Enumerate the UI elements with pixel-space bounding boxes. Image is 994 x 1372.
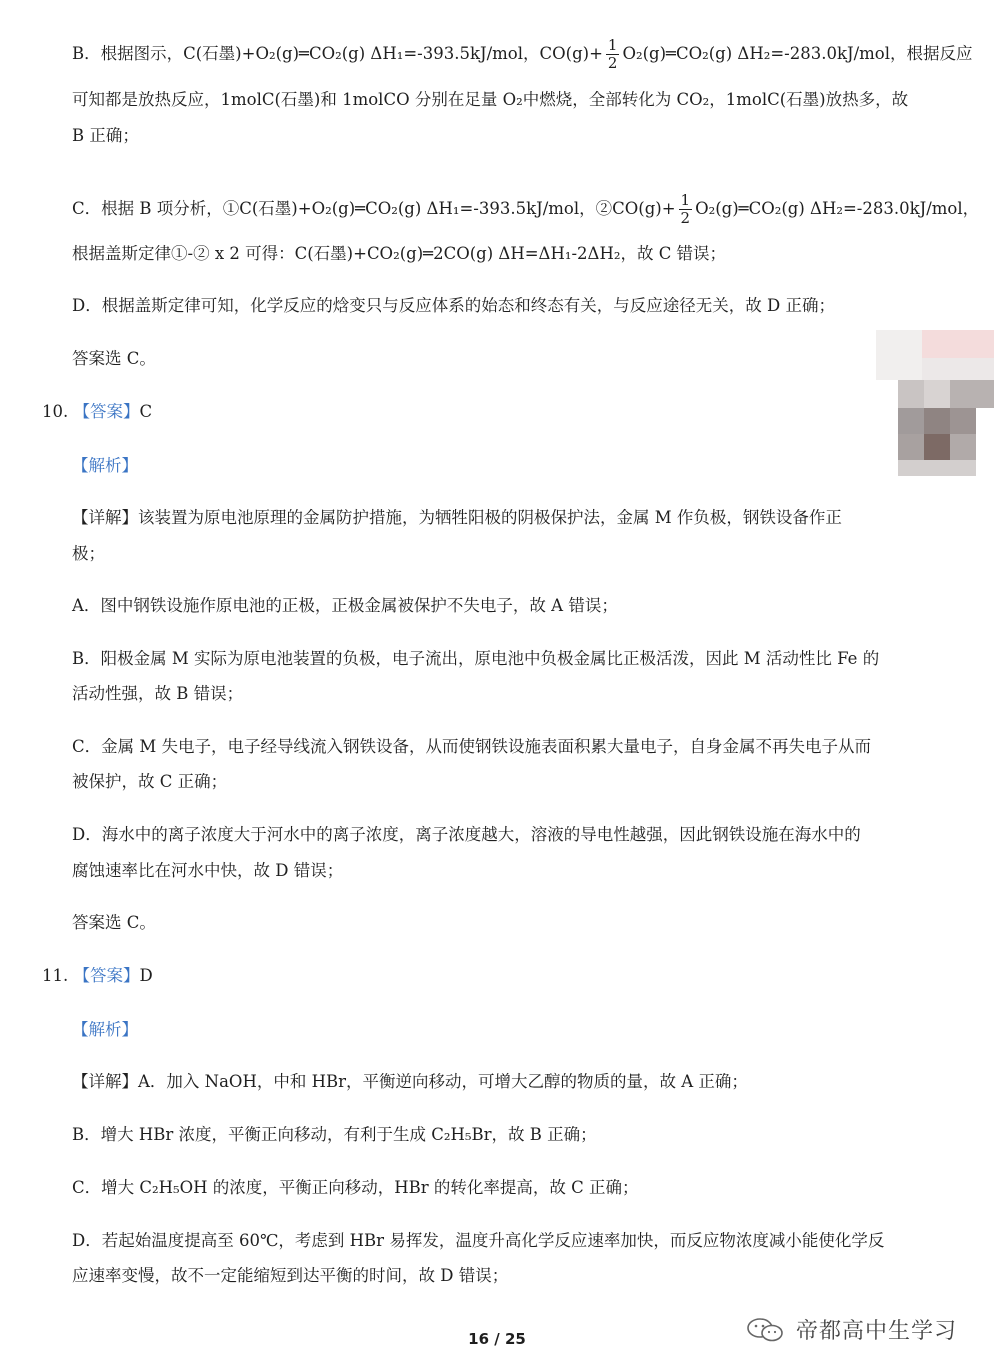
q9-option-b-line3: B 正确；	[72, 126, 139, 145]
page-number: 16 / 25	[468, 1330, 526, 1348]
analysis-tag: 【解析】	[72, 1020, 138, 1039]
analysis-tag: 【解析】	[72, 456, 138, 475]
q9-option-d: D．根据盖斯定律可知，化学反应的焓变只与反应体系的始态和终态有关，与反应途径无关，故 D 正确；	[72, 296, 835, 315]
q10-option-b-line2: 活动性强，故 B 错误；	[72, 684, 244, 703]
q10-final: 答案选 C。	[72, 913, 156, 932]
q11-option-d-line1: D．若起始温度提高至 60℃，考虑到 HBr 易挥发，温度升高化学反应速率加快，而反应物浓度减小能使化学反	[72, 1231, 885, 1250]
q10-detail-line2: 极；	[72, 544, 105, 563]
q11-option-c: C．增大 C₂H₅OH 的浓度，平衡正向移动，HBr 的转化率提高，故 C 正确；	[72, 1178, 639, 1197]
q9-option-b-line1: B．根据图示，C(石墨)+O₂(g)═CO₂(g) ΔH₁=-393.5kJ/mol，CO(g)+ $\frac{1}{2}$ O₂(g)═CO₂(g) ΔH₂=-283.0kJ/mol，根据反应	[72, 36, 973, 72]
mosaic-blur	[876, 330, 994, 490]
q9-answer: 答案选 C。	[72, 349, 156, 368]
q9-option-c-line2: 根据盖斯定律①-② x 2 可得：C(石墨)+CO₂(g)═2CO(g) ΔH=ΔH₁-2ΔH₂，故 C 错误；	[72, 244, 727, 263]
watermark	[738, 1312, 974, 1346]
wechat-icon	[744, 1315, 788, 1345]
q10-answer: C	[139, 402, 153, 421]
q11-answer: D	[139, 966, 153, 985]
watermark-text: 帝都高中生学习	[796, 1319, 958, 1344]
fraction-half: $\frac{1}{2}$	[680, 191, 691, 227]
answer-tag: 【答案】	[73, 402, 140, 421]
q10-option-b-line1: B．阳极金属 M 实际为原电池装置的负极，电子流出，原电池中负极金属比正极活泼，因此 M 活动性比 Fe 的	[72, 649, 880, 668]
q11-header: 11. 【答案】D	[42, 966, 153, 985]
answer-tag: 【答案】	[73, 966, 140, 985]
q11-option-d-line2: 应速率变慢，故不一定能缩短到达平衡的时间，故 D 错误；	[72, 1266, 509, 1285]
fraction-half: $\frac{1}{2}$	[607, 36, 618, 72]
q9-option-c-line1: C．根据 B 项分析，①C(石墨)+O₂(g)═CO₂(g) ΔH₁=-393.5kJ/mol，②CO(g)+ $\frac{1}{2}$ O₂(g)═CO₂(g) ΔH₂=-283.0kJ/mol，	[72, 191, 980, 227]
q9-option-b-line2: 可知都是放热反应，1molC(石墨)和 1molCO 分别在足量 O₂中燃烧，全部转化为 CO₂，1molC(石墨)放热多，故	[72, 90, 909, 109]
q11-option-b: B．增大 HBr 浓度，平衡正向移动，有利于生成 C₂H₅Br，故 B 正确；	[72, 1125, 597, 1144]
q10-option-d-line1: D．海水中的离子浓度大于河水中的离子浓度，离子浓度越大，溶液的导电性越强，因此钢铁设施在海水中的	[72, 825, 861, 844]
q10-option-d-line2: 腐蚀速率比在河水中快，故 D 错误；	[72, 861, 344, 880]
q10-option-a: A．图中钢铁设施作原电池的正极，正极金属被保护不失电子，故 A 错误；	[72, 596, 618, 615]
q11-option-a: 【详解】A．加入 NaOH，中和 HBr，平衡逆向移动，可增大乙醇的物质的量，故 A 正确；	[72, 1072, 748, 1091]
q10-option-c-line2: 被保护，故 C 正确；	[72, 772, 228, 791]
q10-option-c-line1: C．金属 M 失电子，电子经导线流入钢铁设备，从而使钢铁设施表面积累大量电子，自身金属不再失电子从而	[72, 737, 872, 756]
q10-header: 10. 【答案】C	[42, 402, 153, 421]
q10-detail-line1: 【详解】该装置为原电池原理的金属防护措施，为牺牲阳极的阴极保护法，金属 M 作负极，钢铁设备作正	[72, 508, 842, 527]
